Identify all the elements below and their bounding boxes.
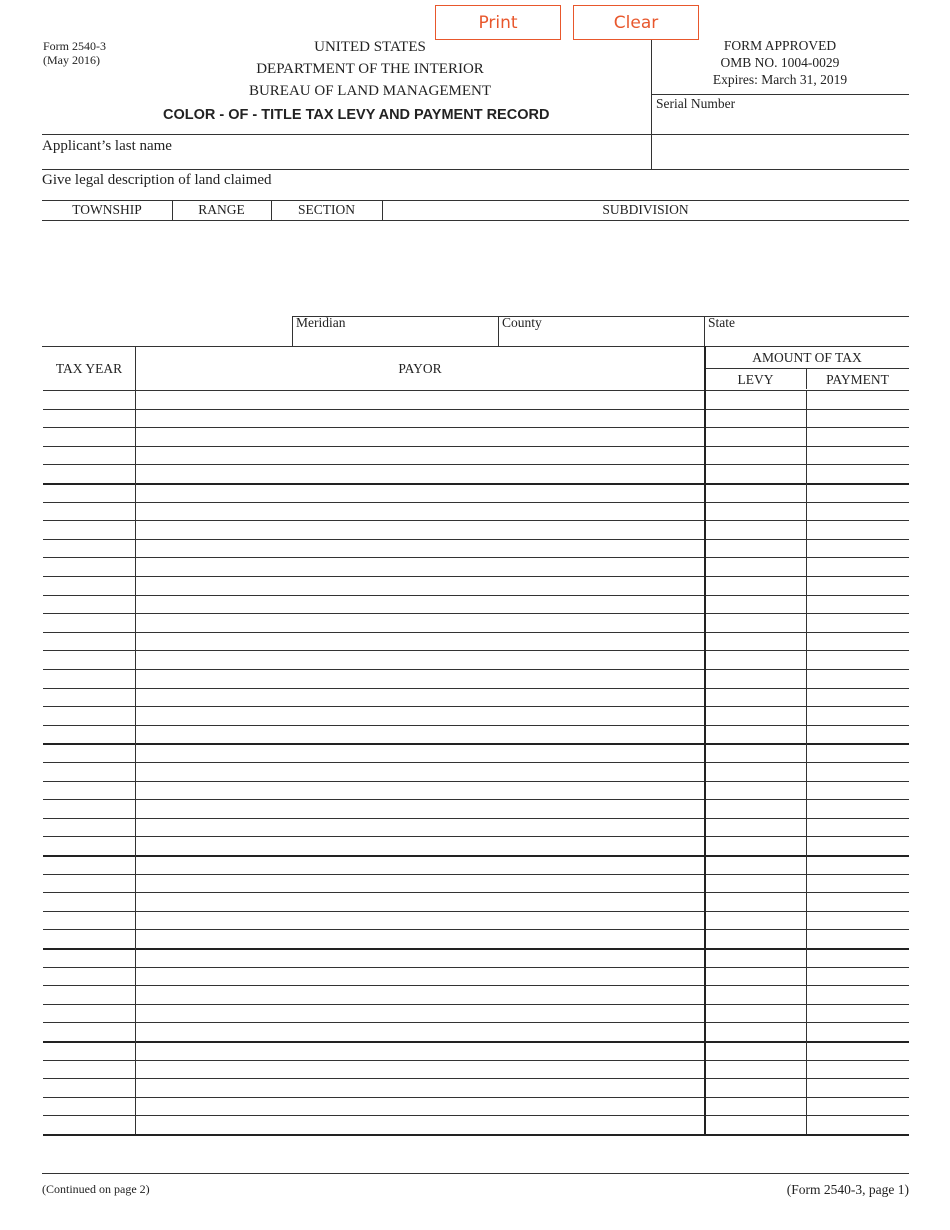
- grid-row-line: [43, 1097, 909, 1098]
- grid-row-line: [43, 595, 909, 596]
- location-divider: [292, 316, 293, 347]
- county-label: County: [502, 315, 542, 330]
- grid-row-line: [43, 539, 909, 540]
- grid-row-line: [43, 1022, 909, 1023]
- grid-row-line: [43, 743, 909, 745]
- grid-row-line: [43, 706, 909, 707]
- location-top-line: [292, 316, 909, 317]
- applicant-bottom-line: [42, 169, 909, 170]
- grid-row-line: [43, 929, 909, 930]
- form-title: COLOR - OF - TITLE TAX LEVY AND PAYMENT RECORD: [163, 107, 550, 123]
- grid-row-line: [43, 725, 909, 726]
- grid-row-line: [43, 985, 909, 986]
- form-number: Form 2540-3: [43, 39, 106, 53]
- applicant-last-name-label: Applicant’s last name: [42, 138, 172, 154]
- township-header: TOWNSHIP: [72, 202, 142, 217]
- grid-row-line: [43, 483, 909, 485]
- grid-row-line: [43, 409, 909, 410]
- grid-row-line: [43, 1078, 909, 1079]
- approval-line-3: Expires: March 31, 2019: [712, 72, 848, 87]
- location-divider: [704, 316, 705, 347]
- amount-sub-divider: [705, 368, 909, 369]
- applicant-top-line: [42, 134, 909, 135]
- approval-line-1: FORM APPROVED: [723, 38, 837, 53]
- section-header: SECTION: [298, 202, 355, 217]
- grid-row-line: [43, 576, 909, 577]
- grid-row-line: [43, 892, 909, 893]
- meridian-label: Meridian: [296, 315, 346, 330]
- grid-row-line: [43, 669, 909, 670]
- grid-col-payor-divider: [704, 346, 706, 1134]
- grid-row-line: [43, 855, 909, 857]
- grid-row-line: [43, 781, 909, 782]
- grid-col-tax-year-divider: [135, 346, 136, 1134]
- grid-row-line: [43, 1041, 909, 1043]
- grid-row-line: [43, 650, 909, 651]
- levy-payment-header-divider: [806, 368, 807, 389]
- grid-row-line: [43, 818, 909, 819]
- grid-row-line: [43, 446, 909, 447]
- serial-number-label: Serial Number: [656, 96, 736, 111]
- agency-line-3: BUREAU OF LAND MANAGEMENT: [248, 83, 492, 99]
- grid-row-line: [43, 836, 909, 837]
- grid-row-line: [43, 1060, 909, 1061]
- grid-row-line: [43, 948, 909, 950]
- footer-line: [42, 1173, 909, 1174]
- grid-row-line: [43, 390, 909, 391]
- continued-note: (Continued on page 2): [42, 1182, 150, 1196]
- agency-line-1: UNITED STATES: [314, 39, 426, 55]
- grid-row-line: [43, 874, 909, 875]
- location-divider: [498, 316, 499, 347]
- state-label: State: [708, 315, 735, 330]
- grid-row-line: [43, 1115, 909, 1116]
- grid-row-line: [43, 557, 909, 558]
- agency-line-2: DEPARTMENT OF THE INTERIOR: [256, 61, 484, 77]
- amount-of-tax-header: AMOUNT OF TAX: [752, 350, 862, 365]
- grid-row-line: [43, 688, 909, 689]
- subdivision-header: SUBDIVISION: [602, 202, 689, 217]
- grid-row-line: [43, 967, 909, 968]
- range-header: RANGE: [198, 202, 245, 217]
- grid-row-line: [43, 464, 909, 465]
- tax-year-header: TAX YEAR: [55, 361, 123, 376]
- page-number: (Form 2540-3, page 1): [786, 1182, 909, 1197]
- tax-table-top: [42, 346, 909, 347]
- grid-row-line: [43, 1134, 909, 1136]
- grid-row-line: [43, 520, 909, 521]
- grid-row-line: [43, 632, 909, 633]
- grid-row-line: [43, 1004, 909, 1005]
- grid-row-line: [43, 762, 909, 763]
- approval-line-2: OMB NO. 1004-0029: [720, 55, 840, 70]
- payment-header: PAYMENT: [826, 372, 889, 387]
- print-button[interactable]: Print: [435, 5, 561, 40]
- grid-row-line: [43, 613, 909, 614]
- grid-row-line: [43, 502, 909, 503]
- legal-description-label: Give legal description of land claimed: [42, 172, 272, 188]
- grid-col-levy-divider: [806, 390, 807, 1134]
- grid-row-line: [43, 911, 909, 912]
- clear-button[interactable]: Clear: [573, 5, 699, 40]
- form-date: (May 2016): [43, 53, 100, 67]
- grid-row-line: [43, 427, 909, 428]
- payor-header: PAYOR: [398, 361, 442, 376]
- serial-divider: [651, 94, 909, 95]
- grid-row-line: [43, 799, 909, 800]
- levy-header: LEVY: [737, 372, 774, 387]
